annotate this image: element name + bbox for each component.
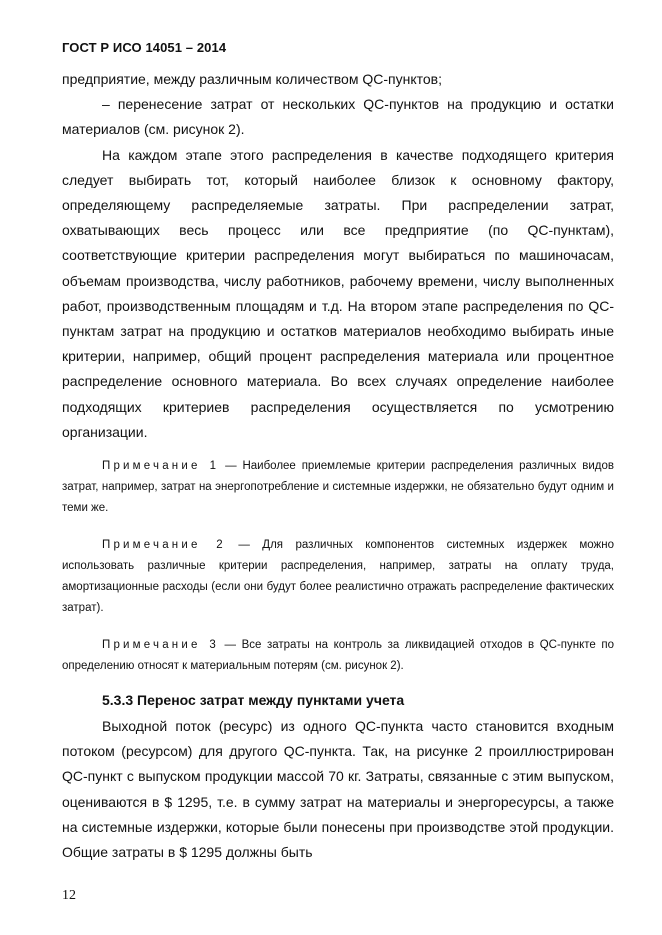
note-label: Примечание 1 — [102, 460, 220, 472]
note-text: — Все затраты на контроль за ликвидацией отходов в QC-пункте по определению относят к материальным потерям (см. рисунок 2). — [62, 639, 614, 672]
list-item-dash: – перенесение затрат от нескольких QC-пунктов на продукцию и остатки материалов (см. рисунок 2). — [62, 96, 614, 138]
section-heading: 5.3.3 Перенос затрат между пунктами учета — [102, 692, 405, 708]
paragraph-criteria: На каждом этапе этого распределения в качестве подходящего критерия следует выбирать тот, который наиболее близок к основному фактору, определяющему распределяемые затраты. При распределении затрат, охватывающих весь процесс или все предприятие (по QC-пунктам), соответствующие критерии распределения могут выбираться по машиночасам, объемам производства, числу работников, рабочему времени, числу выполненных работ, производственным площадям и т.д. На втором этапе распределения по QC-пунктам затрат на продукцию и остатков материалов необходимо выбирать иные критерии, например, общий процент распределения материала или процентное распределение основного материала. Во всех случаях определение наиболее подходящих критериев распределения осуществляется по усмотрению организации. — [62, 146, 614, 440]
note-1 — [62, 456, 614, 519]
note-label: Примечание 2 — [102, 539, 226, 551]
paragraph-cost-transfer: Выходной поток (ресурс) из одного QC-пункта часто становится входным потоком (ресурсом) для другого QC-пункта. Так, на рисунке 2 проиллюстрирован QC-пункт с выпуском продукции массой 70 кг. Затраты, связанные с этим выпуском, оцениваются в $ 1295, т.е. в сумму затрат на материалы и энергоресурсы, а также на системные издержки, которые были понесены при производстве этой продукции. Общие затраты в $ 1295 должны быть — [62, 718, 614, 861]
note-2 — [62, 535, 614, 619]
section-text-block — [62, 714, 614, 865]
note-text: — Для различных компонентов системных издержек можно использовать различные критерии распределения, например, затраты на оплату труда, амортизационные расходы (если они будут более реалистично отражать распределение фактических затрат). — [62, 539, 614, 614]
note-label: Примечание 3 — [102, 639, 219, 651]
page-number: 12 — [62, 888, 76, 903]
paragraph-continuation: предприятие, между различным количеством QC-пунктов; — [62, 71, 442, 87]
note-3 — [62, 635, 614, 677]
main-text-block — [62, 67, 614, 445]
document-header: ГОСТ Р ИСО 14051 – 2014 — [62, 40, 227, 55]
note-text: — Наиболее приемлемые критерии распределения различных видов затрат, например, затрат на энергопотребление и системные издержки, не обязательно будут одним и теми же. — [62, 460, 614, 514]
